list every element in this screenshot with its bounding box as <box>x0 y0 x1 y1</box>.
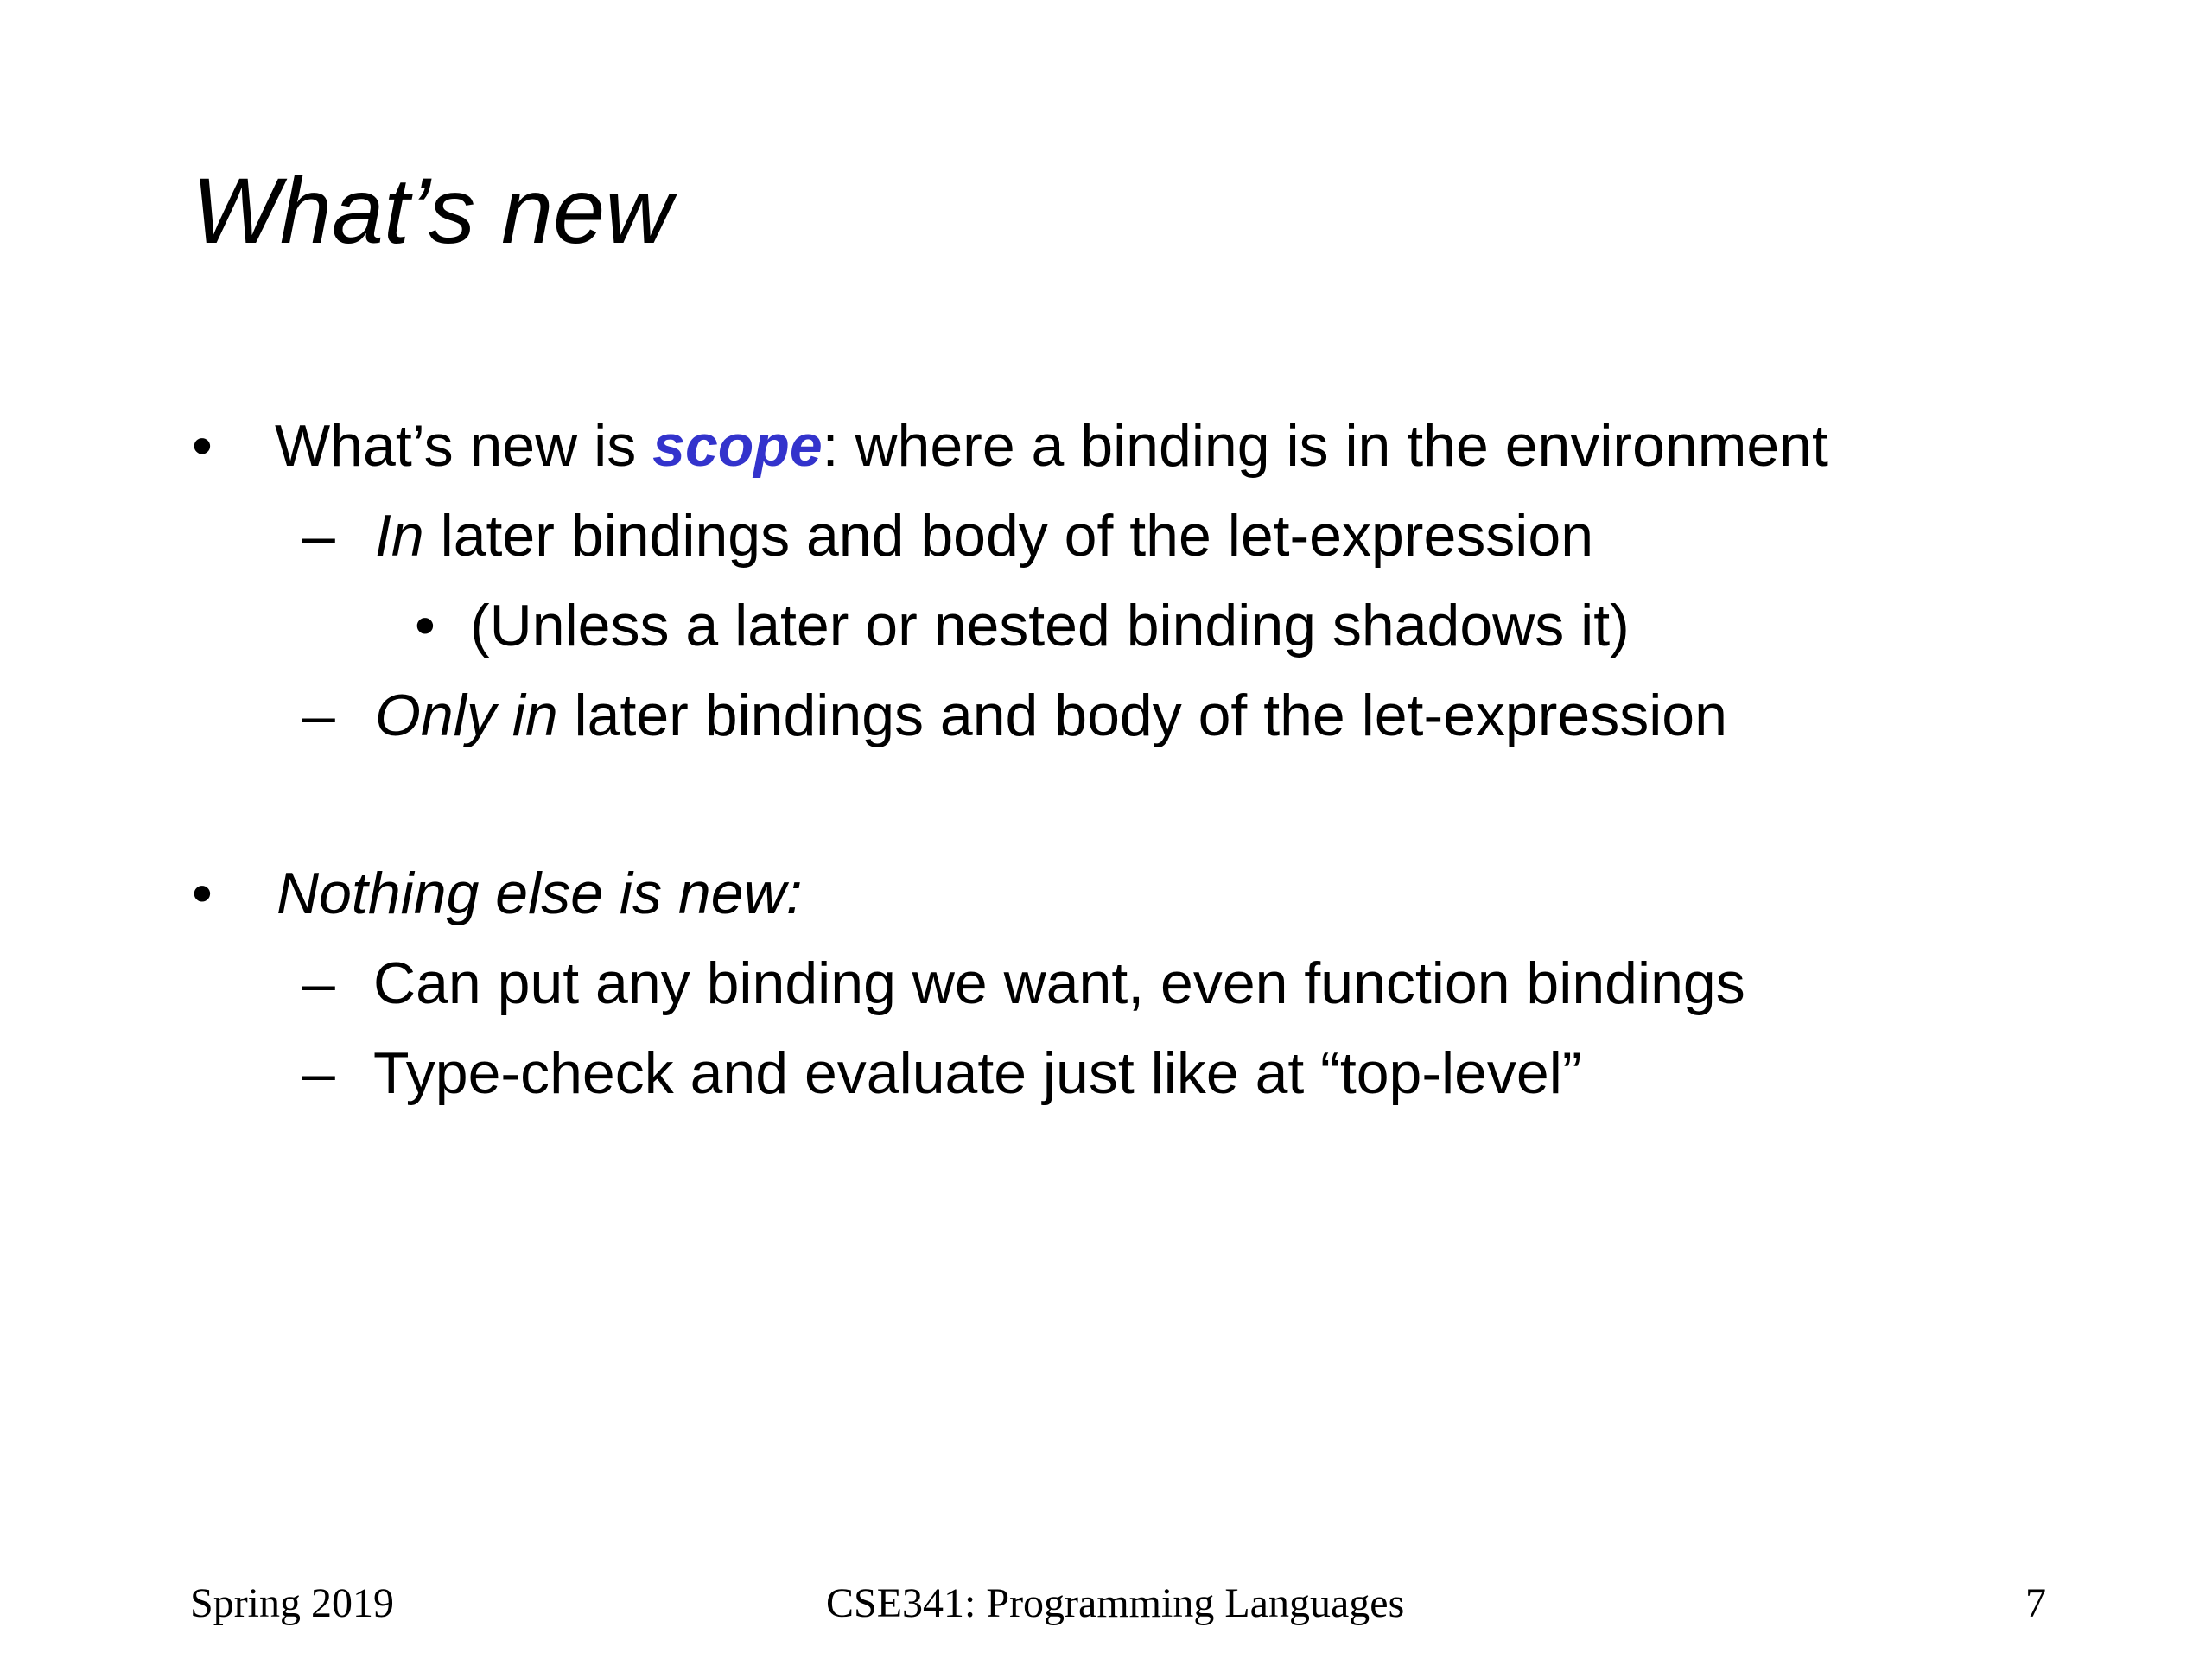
bullet-nothing-new: Nothing else is new: <box>276 861 803 926</box>
bullet-scope-suffix: : where a binding is in the environment <box>822 413 1828 479</box>
sub-bullet-in <box>375 503 1594 569</box>
sub-bullet-only-in-emph: Only in <box>375 683 558 748</box>
scope-keyword: scope <box>652 413 823 479</box>
bullet-marker: • <box>192 413 213 479</box>
slide-title: What’s new <box>192 158 673 263</box>
sub-bullet-only-in-text: later bindings and body of the let-expression <box>557 683 1727 748</box>
sub-bullet-type-check: Type-check and evaluate just like at “top-level” <box>373 1040 1582 1106</box>
page-number: 7 <box>2025 1580 2046 1626</box>
dash-marker: – <box>302 1040 335 1106</box>
footer-date: Spring 2019 <box>190 1580 395 1626</box>
sub-sub-bullet-shadows: (Unless a later or nested binding shadows it) <box>470 593 1630 658</box>
footer-course: CSE341: Programming Languages <box>826 1580 1405 1626</box>
sub-bullet-in-text: later bindings and body of the let-expression <box>423 503 1594 569</box>
sub-bullet-in-emph: In <box>375 503 424 569</box>
dash-marker: – <box>302 503 335 569</box>
sub-bullet-any-binding: Can put any binding we want, even function bindings <box>373 950 1745 1016</box>
bullet-scope-prefix: What’s new is <box>275 413 653 479</box>
bullet-marker: • <box>415 593 435 658</box>
bullet-marker: • <box>192 861 213 926</box>
dash-marker: – <box>302 950 335 1016</box>
dash-marker: – <box>302 683 335 748</box>
bullet-scope <box>275 413 1828 479</box>
sub-bullet-only-in <box>375 683 1727 748</box>
